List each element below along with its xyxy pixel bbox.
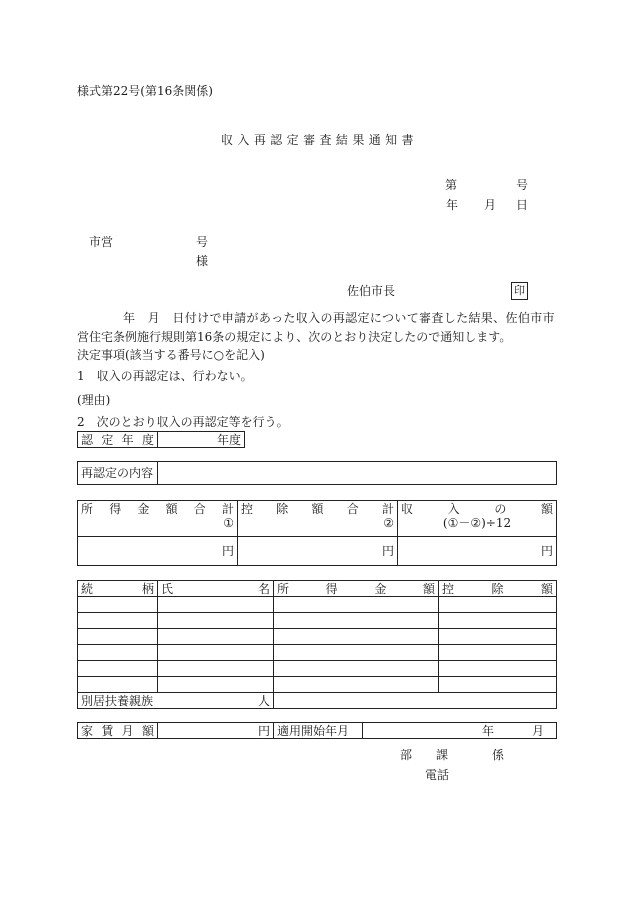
income-total-label: 所 得 金 額 合 計 bbox=[81, 502, 234, 516]
header-name: 氏 名 bbox=[161, 581, 270, 596]
decision-heading: 決定事項(該当する番号に○を記入) bbox=[77, 348, 265, 362]
document-title: 収 入 再 認 定 審 査 結 果 通 知 書 bbox=[221, 133, 414, 147]
household-cell bbox=[274, 613, 439, 629]
recertification-value-cell bbox=[158, 462, 557, 485]
household-row bbox=[78, 661, 557, 677]
header-relation: 続 柄 bbox=[81, 581, 154, 596]
separated-dependents-label: 別居扶養親族 bbox=[81, 693, 154, 708]
separated-dependents-row bbox=[78, 693, 557, 709]
start-date-label-cell bbox=[274, 723, 363, 739]
income-total-unit: 円 bbox=[221, 544, 234, 558]
form-number: 様式第22号(第16条関係) bbox=[77, 84, 213, 98]
income-table bbox=[77, 500, 557, 566]
income-total-header bbox=[78, 501, 238, 537]
certified-year-unit: 年度 bbox=[216, 432, 241, 447]
household-cell bbox=[78, 677, 158, 693]
household-cell bbox=[439, 661, 557, 677]
income-amount-formula: (①－②)÷12 bbox=[442, 516, 512, 530]
header-deduction: 控 除 額 bbox=[442, 581, 553, 596]
household-cell bbox=[78, 613, 158, 629]
recipient-honorific: 様 bbox=[196, 254, 209, 268]
recertification-label-cell bbox=[78, 462, 158, 485]
income-amount-header bbox=[398, 501, 557, 537]
recertification-label: 再認定の内容 bbox=[81, 466, 154, 480]
recipient-unit-suffix: 号 bbox=[196, 235, 209, 249]
household-row bbox=[78, 597, 557, 613]
decision-option-1: 1 収入の再認定は、行わない。 bbox=[77, 369, 253, 383]
household-row bbox=[78, 629, 557, 645]
certified-year-label-cell bbox=[78, 432, 158, 448]
household-cell bbox=[158, 645, 274, 661]
header-cell-income bbox=[274, 581, 439, 597]
income-amount-unit: 円 bbox=[540, 544, 553, 558]
income-amount-label: 収 入 の 額 bbox=[401, 502, 553, 516]
household-cell bbox=[439, 629, 557, 645]
household-cell bbox=[274, 645, 439, 661]
rent-unit: 円 bbox=[257, 723, 270, 738]
household-cell bbox=[158, 597, 274, 613]
household-cell bbox=[439, 677, 557, 693]
income-total-value-cell bbox=[78, 537, 238, 566]
rent-label: 家 賃 月 額 bbox=[81, 723, 154, 738]
reason-label: (理由) bbox=[77, 393, 111, 407]
household-header-row bbox=[78, 581, 557, 597]
separated-dependents-unit: 人 bbox=[257, 693, 270, 708]
household-cell bbox=[274, 597, 439, 613]
household-row bbox=[78, 677, 557, 693]
household-row bbox=[78, 645, 557, 661]
header-cell-deduction bbox=[439, 581, 557, 597]
seal-mark: 印 bbox=[511, 282, 528, 300]
rent-label-cell bbox=[78, 723, 158, 739]
separated-dependents-blank-cell bbox=[274, 693, 557, 709]
household-cell bbox=[158, 613, 274, 629]
date-year: 年 bbox=[446, 198, 459, 212]
header-cell-relation bbox=[78, 581, 158, 597]
income-amount-value-cell bbox=[398, 537, 557, 566]
household-cell bbox=[439, 645, 557, 661]
certified-year-table bbox=[77, 431, 245, 448]
header-cell-name bbox=[158, 581, 274, 597]
household-cell bbox=[274, 677, 439, 693]
certified-year-label: 認 定 年 度 bbox=[81, 432, 154, 447]
certified-year-value-cell bbox=[158, 432, 245, 448]
household-table bbox=[77, 580, 557, 709]
issuer-name: 佐伯市長 bbox=[347, 284, 396, 298]
household-cell bbox=[274, 629, 439, 645]
household-cell bbox=[274, 661, 439, 677]
decision-option-2: 2 次のとおり収入の再認定等を行う。 bbox=[77, 415, 289, 429]
household-cell bbox=[158, 677, 274, 693]
rent-value-cell bbox=[158, 723, 274, 739]
deduction-total-label: 控 除 額 合 計 bbox=[241, 502, 394, 516]
household-cell bbox=[78, 645, 158, 661]
date-month: 月 bbox=[484, 198, 497, 212]
household-cell bbox=[439, 613, 557, 629]
body-line-2: 営住宅条例施行規則第16条の規定により、次のとおり決定したので通知します。 bbox=[77, 330, 512, 344]
household-cell bbox=[439, 597, 557, 613]
date-day: 日 bbox=[516, 198, 529, 212]
contact-unit: 係 bbox=[492, 748, 505, 762]
rent-table bbox=[77, 722, 557, 739]
start-date-month: 月 bbox=[531, 723, 544, 738]
household-cell bbox=[78, 597, 158, 613]
deduction-total-unit: 円 bbox=[381, 544, 394, 558]
household-row bbox=[78, 613, 557, 629]
reference-number-suffix: 号 bbox=[516, 178, 529, 192]
recertification-table bbox=[77, 461, 557, 485]
contact-section: 課 bbox=[436, 748, 449, 762]
deduction-total-value-cell bbox=[238, 537, 398, 566]
household-cell bbox=[158, 661, 274, 677]
start-date-year: 年 bbox=[481, 723, 494, 738]
household-cell bbox=[78, 661, 158, 677]
deduction-total-header bbox=[238, 501, 398, 537]
income-total-marker: ① bbox=[223, 516, 234, 530]
contact-phone: 電話 bbox=[425, 768, 450, 782]
contact-department: 部 bbox=[400, 748, 413, 762]
separated-dependents-cell bbox=[78, 693, 274, 709]
reference-number-prefix: 第 bbox=[445, 178, 458, 192]
recipient-housing: 市営 bbox=[89, 235, 114, 249]
body-line-1: 年 月 日付けで申請があった収入の再認定について審査した結果、佐伯市市 bbox=[123, 311, 555, 325]
household-cell bbox=[158, 629, 274, 645]
header-income: 所 得 金 額 bbox=[277, 581, 435, 596]
start-date-value-cell bbox=[363, 723, 557, 739]
household-cell bbox=[78, 629, 158, 645]
deduction-total-marker: ② bbox=[383, 516, 394, 530]
start-date-label: 適用開始年月 bbox=[277, 723, 350, 738]
